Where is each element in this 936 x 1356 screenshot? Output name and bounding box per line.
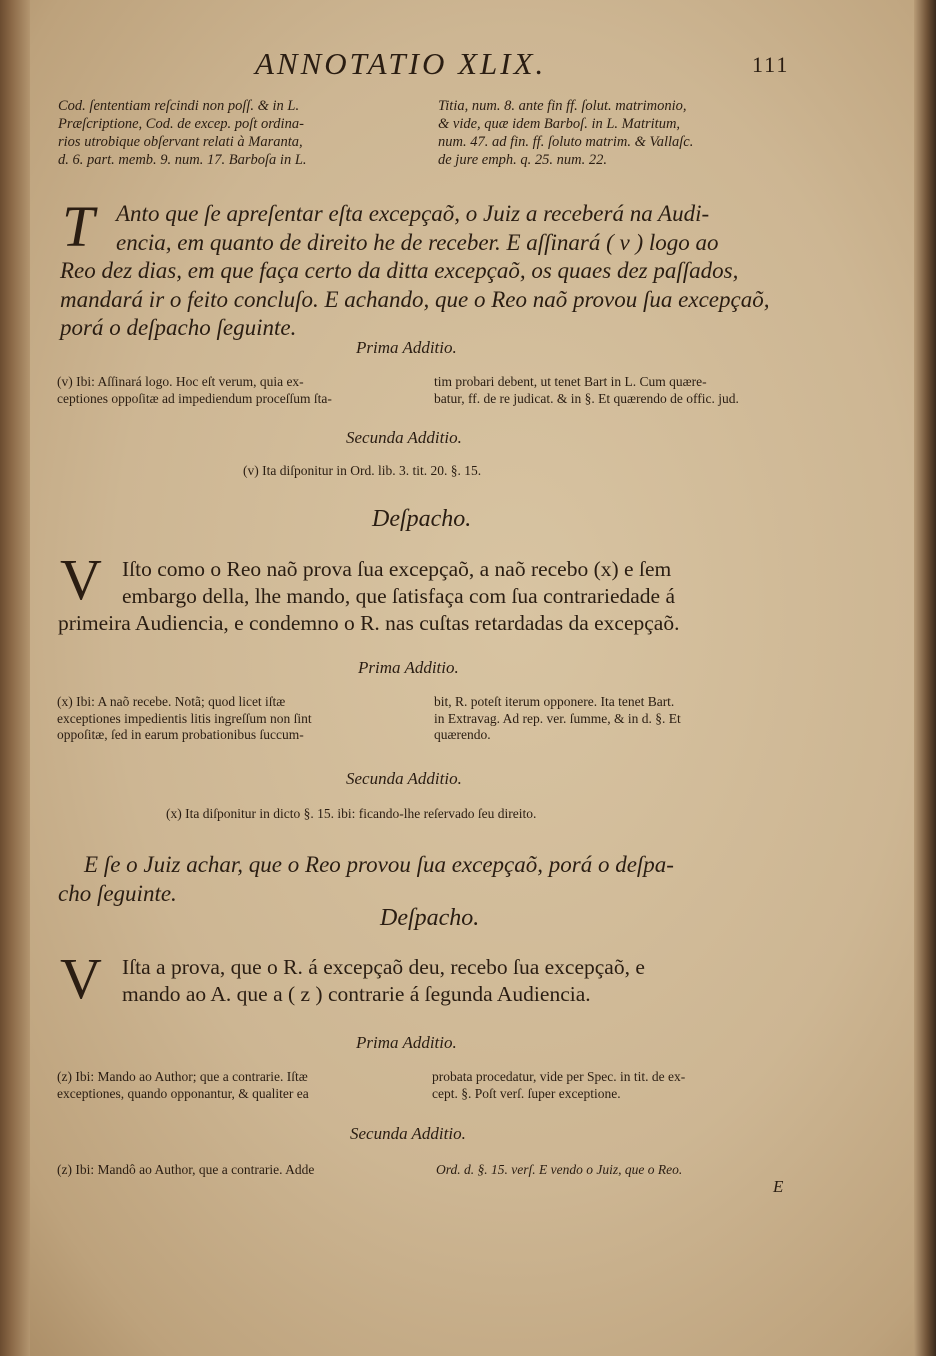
secunda-additio-heading: Secunda Additio. [350,1124,466,1143]
footnote-line: quærendo. [434,727,491,742]
note-line: Præſcriptione, Cod. de excep. poſt ordina- [58,116,304,132]
footnote-left [57,374,332,407]
page-number: 111 [752,52,790,77]
footnote-right [434,694,681,744]
footnote-line: oppoſitæ, ſed in earum probationibus ſuccum- [57,727,304,742]
catchword: E [773,1177,784,1196]
footnote-right [432,1069,685,1102]
paragraph-line: Iſto como o Reo naõ prova ſua excepçaõ, a naõ recebo (x) e ſem [122,557,672,581]
drop-cap: V [60,946,102,1011]
footnote-line: Ord. d. §. 15. verſ. E vendo o Juiz, que o Reo. [436,1162,683,1177]
paragraph-line: Iſta a prova, que o R. á excepçaõ deu, recebo ſua excepçaõ, e [122,955,645,979]
footnote-line: ceptiones oppoſitæ ad impediendum proceſſum ſta- [57,390,332,406]
intro-notes-left [58,97,307,169]
paragraph-line: encia, em quanto de direito he de receber. E aſſinará ( v ) logo ao [116,229,719,255]
footnote-line: bit, R. poteſt iterum opponere. Ita tenet Bart. [434,694,675,709]
paragraph-line: mando ao A. que a ( z ) contrarie á ſegunda Audiencia. [122,982,591,1006]
footnote-line: exceptiones impedientis litis ingreſſum non ſint [57,710,312,726]
paragraph-line: Anto que ſe apreſentar eſta excepçaõ, o Juiz a receberá na Audi- [116,201,710,226]
footnote-line: (x) Ita diſponitur in dicto §. 15. ibi: ficando-lhe reſervado ſeu direito. [166,806,537,821]
note-line: Cod. ſententiam reſcindi non poſſ. & in L. [58,98,300,114]
page-right-edge [914,0,936,1356]
main-paragraph-1 [60,194,800,343]
drop-cap: V [60,547,102,612]
paragraph-line: mandará ir o feito concluſo. E achando, que o Reo naõ provou ſua excepçaõ, [60,286,770,312]
despacho-heading: Deſpacho. [372,506,472,532]
paragraph-line: embargo della, lhe mando, que ſatisfaça com ſua contrariedade á [122,584,675,608]
footnote-line: cept. §. Poſt verſ. ſuper exceptione. [432,1085,621,1101]
footnote-left [57,1069,309,1102]
drop-cap: T [62,194,95,259]
note-line: de jure emph. q. 25. num. 22. [438,152,608,168]
note-line: rios utrobique obſervant relati à Maranta, [58,134,303,150]
footnote-left [57,694,312,744]
running-title: ANNOTATIO XLIX. [255,46,547,81]
footnote-line: (z) Ibi: Mandô ao Author, que a contrarie. Adde [57,1162,315,1177]
footnote-line: probata procedatur, vide per Spec. in tit. de ex- [432,1069,686,1084]
note-line: d. 6. part. memb. 9. num. 17. Barboſa in L. [58,152,307,168]
footnote-line: exceptiones, quando opponantur, & qualiter ea [57,1085,309,1101]
paragraph-line: porá o deſpacho ſeguinte. [60,315,297,340]
footnote-line: tim probari debent, ut tenet Bart in L. Cum quære- [434,374,707,389]
prima-additio-heading: Prima Additio. [358,658,459,677]
despacho-text-2 [58,954,645,1008]
footnote-line: batur, ff. de re judicat. & in §. Et quærendo de offic. jud. [434,390,739,406]
footnote-line: (x) Ibi: A naõ recebe. Notã; quod licet iſtæ [57,694,286,709]
secunda-additio-heading: Secunda Additio. [346,428,462,447]
secunda-additio-heading: Secunda Additio. [346,769,462,788]
despacho-text-1 [58,556,679,637]
footnote-line: in Extravag. Ad rep. ver. ſumme, & in d. §. Et [434,710,681,726]
page-gutter-shadow [0,0,30,1356]
footnote-line: (z) Ibi: Mando ao Author; que a contrarie. Iſtæ [57,1069,308,1084]
prima-additio-heading: Prima Additio. [356,338,457,357]
paragraph-line: cho ſeguinte. [58,880,177,906]
note-line: Titia, num. 8. ante fin ff. ſolut. matrimonio, [438,98,687,114]
note-line: & vide, quæ idem Barboſ. in L. Matritum, [438,116,681,132]
main-paragraph-2 [58,851,818,908]
footnote-line: (v) Ita diſponitur in Ord. lib. 3. tit. 20. §. 15. [243,463,482,478]
note-line: num. 47. ad fin. ff. ſoluto matrim. & Vallaſc. [438,134,694,150]
paragraph-line: Reo dez dias, em que faça certo da ditta excepçaõ, os quaes dez paſſados, [60,258,739,283]
paragraph-line: E ſe o Juiz achar, que o Reo provou ſua excepçaõ, porá o deſpa- [84,852,674,877]
intro-notes-right [438,97,693,169]
despacho-heading: Deſpacho. [380,905,480,931]
footnote-right [434,374,739,407]
prima-additio-heading: Prima Additio. [356,1033,457,1052]
footnote-line: (v) Ibi: Aſſinará logo. Hoc eſt verum, quia ex- [57,374,304,389]
paragraph-line: primeira Audiencia, e condemno o R. nas cuſtas retardadas da excepçaõ. [58,611,680,635]
